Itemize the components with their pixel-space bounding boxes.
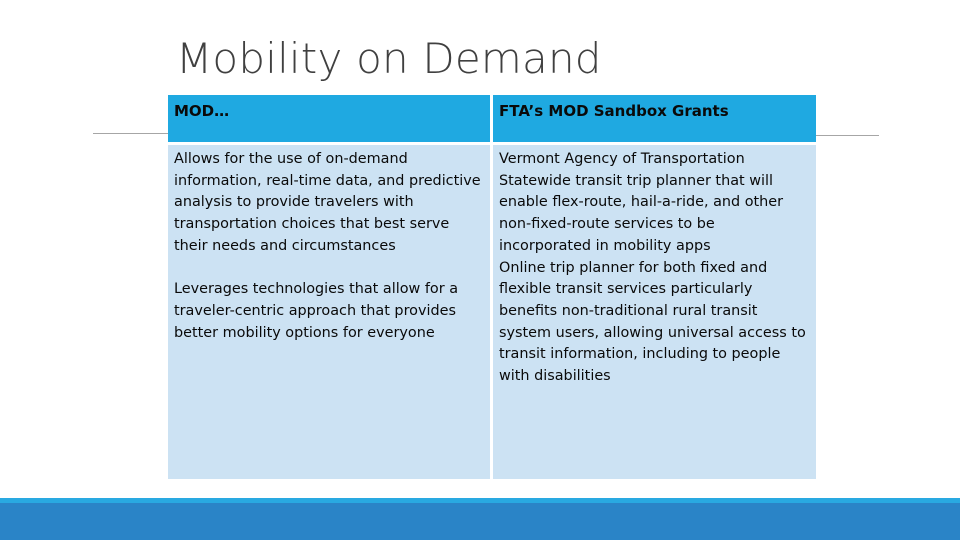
text-line: their needs and circumstances (174, 237, 396, 254)
text-line: enable flex-route, hail-a-ride, and other (499, 194, 784, 211)
text-line: Statewide transit trip planner that will (499, 172, 773, 189)
text-line: Allows for the use of on-demand (174, 151, 408, 167)
text-line: Vermont Agency of Transportation (499, 151, 745, 167)
text-line: incorporated in mobility apps (499, 237, 711, 254)
table-header-mod: MOD… (168, 95, 490, 142)
comparison-table (168, 95, 816, 479)
table-cell-sandbox-grants (493, 145, 816, 479)
text-line: system users, allowing universal access to (499, 324, 806, 341)
footer-band (0, 503, 960, 540)
text-line: transportation choices that best serve (174, 216, 450, 233)
table-header-sandbox-grants: FTA’s MOD Sandbox Grants (493, 95, 816, 142)
title-divider-left (93, 133, 169, 134)
text-line: benefits non-traditional rural transit (499, 302, 758, 319)
text-line: Online trip planner for both fixed and (499, 259, 768, 276)
text-line: transit information, including to people (499, 346, 781, 363)
text-line: non-fixed-route services to be (499, 216, 715, 233)
text-line: better mobility options for everyone (174, 324, 435, 341)
text-line: Leverages technologies that allow for a (174, 281, 459, 298)
text-line: with disabilities (499, 368, 611, 385)
text-line: flexible transit services particularly (499, 281, 753, 298)
text-line: information, real-time data, and predictive (174, 172, 481, 189)
slide-title: Mobility on Demand (176, 34, 602, 83)
title-divider-right (815, 135, 879, 136)
table-cell-mod-description (168, 145, 490, 479)
text-line: traveler-centric approach that provides (174, 302, 456, 319)
text-line: analysis to provide travelers with (174, 194, 414, 211)
paragraph-spacer (174, 258, 490, 280)
